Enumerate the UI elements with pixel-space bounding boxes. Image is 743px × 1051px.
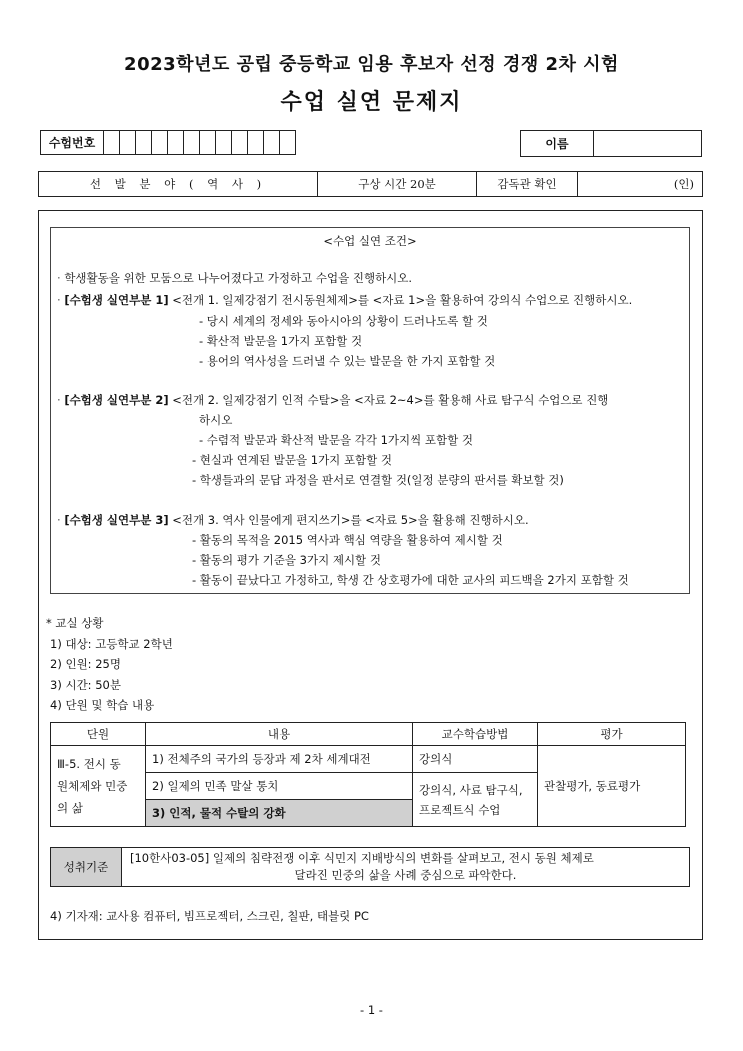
supervisor-seal[interactable]: (인): [673, 177, 694, 191]
part2-line: · [수험생 실연부분 2] <전개 2. 일제강점기 인적 수탈>을 <자료 2~4>를 활용해 사료 탐구식 수업으로 진행: [57, 393, 609, 407]
classroom-heading: * 교실 상황: [46, 616, 104, 630]
exam-number-cell[interactable]: [152, 130, 168, 155]
header-evaluation: 평가: [538, 723, 686, 746]
achievement-standard-box: [50, 847, 690, 887]
name-box: [520, 130, 702, 157]
exam-number-cell[interactable]: [280, 130, 296, 155]
classroom-target: 1) 대상: 고등학교 2학년: [50, 637, 173, 651]
method-cell: 강의식, 사료 탐구식, 프로젝트식 수업: [413, 773, 538, 827]
part3-label: [수험생 실연부분 3]: [64, 513, 169, 527]
classroom-time: 3) 시간: 50분: [50, 678, 121, 692]
exam-number-cell[interactable]: [104, 130, 120, 155]
exam-number-box: [40, 130, 296, 155]
selection-field: 선 발 분 야 ( 역 사 ): [39, 172, 318, 196]
part3-item: - 활동의 평가 기준을 3가지 제시할 것: [192, 553, 381, 567]
lesson-table: [50, 722, 686, 827]
document-title: 수업 실연 문제지: [280, 90, 463, 115]
exam-number-cell[interactable]: [216, 130, 232, 155]
content-cell-highlighted: 3) 인적, 물적 수탈의 강화: [146, 800, 413, 827]
part1-line: · [수험생 실연부분 1] <전개 1. 일제강점기 전시동원체제>를 <자료 1>을 활용하여 강의식 수업으로 진행하시오.: [57, 293, 633, 307]
part1-label: [수험생 실연부분 1]: [64, 293, 169, 307]
part2-item: - 현실과 연계된 발문을 1가지 포함할 것: [192, 453, 393, 467]
exam-number-label: 수험번호: [40, 130, 104, 155]
part1-text: <전개 1. 일제강점기 전시동원체제>를 <자료 1>을 활용하여 강의식 수업으로 진행하시오.: [172, 293, 633, 307]
table-row: [51, 746, 686, 773]
standard-label: 성취기준: [51, 848, 122, 886]
header-content: 내용: [146, 723, 413, 746]
exam-number-cell[interactable]: [136, 130, 152, 155]
exam-number-cell[interactable]: [232, 130, 248, 155]
table-header-row: [51, 723, 686, 746]
classroom-people: 2) 인원: 25명: [50, 657, 121, 671]
unit-heading: 4) 단원 및 학습 내용: [50, 698, 155, 712]
exam-number-cell[interactable]: [184, 130, 200, 155]
method-cell: 강의식: [413, 746, 538, 773]
exam-title: 2023학년도 공립 중등학교 임용 후보자 선정 경쟁 2차 시험: [124, 54, 619, 75]
part3-text: <전개 3. 역사 인물에게 편지쓰기>를 <자료 5>을 활용해 진행하시오.: [172, 513, 529, 527]
exam-number-cell[interactable]: [200, 130, 216, 155]
part2-item: - 수렴적 발문과 확산적 발문을 각각 1가지씩 포함할 것: [199, 433, 473, 447]
part2-text-cont: 하시오: [199, 413, 233, 427]
page-number: - 1 -: [360, 1003, 383, 1017]
conditions-intro: · 학생활동을 위한 모둠으로 나누어졌다고 가정하고 수업을 진행하시오.: [57, 271, 413, 285]
content-cell: 2) 일제의 민족 말살 통치: [146, 773, 413, 800]
part2-text: <전개 2. 일제강점기 인적 수탈>을 <자료 2~4>를 활용해 사료 탐구식 수업으로 진행: [172, 393, 609, 407]
supervisor-check-label: 감독관 확인: [477, 172, 578, 196]
header-method: 교수학습방법: [413, 723, 538, 746]
exam-number-cell[interactable]: [248, 130, 264, 155]
prep-time: 구상 시간 20분: [318, 172, 477, 196]
part1-item: - 당시 세계의 정세와 동아시아의 상황이 드러나도록 할 것: [199, 314, 488, 328]
info-row: [38, 171, 703, 197]
part1-item: - 용어의 역사성을 드러낼 수 있는 발문을 한 가지 포함할 것: [199, 354, 496, 368]
exam-number-cell[interactable]: [120, 130, 136, 155]
exam-number-cell[interactable]: [168, 130, 184, 155]
standard-text: [10한사03-05] 일제의 침략전쟁 이후 식민지 지배방식의 변화를 살펴보고, 전시 동원 체제로 달라진 민중의 삶을 사례 중심으로 파악한다.: [130, 851, 594, 882]
part3-line: · [수험생 실연부분 3] <전개 3. 역사 인물에게 편지쓰기>를 <자료 5>을 활용해 진행하시오.: [57, 513, 529, 527]
name-label: 이름: [520, 130, 594, 157]
part2-label: [수험생 실연부분 2]: [64, 393, 169, 407]
exam-number-cell[interactable]: [264, 130, 280, 155]
name-field[interactable]: [594, 130, 702, 157]
part3-item: - 활동의 목적을 2015 역사과 핵심 역량을 활용하여 제시할 것: [192, 533, 503, 547]
evaluation-cell: 관찰평가, 동료평가: [538, 746, 686, 827]
conditions-title: <수업 실연 조건>: [323, 234, 417, 248]
header-unit: 단원: [51, 723, 146, 746]
part2-item: - 학생들과의 문답 과정을 판서로 연결할 것(일정 분량의 판서를 확보할 것): [192, 473, 564, 487]
equipment: 4) 기자재: 교사용 컴퓨터, 빔프로젝터, 스크린, 칠판, 태블릿 PC: [50, 909, 369, 923]
part3-item: - 활동이 끝났다고 가정하고, 학생 간 상호평가에 대한 교사의 피드백을 2가지 포함할 것: [192, 573, 629, 587]
unit-cell: Ⅲ-5. 전시 동 원체제와 민중 의 삶: [51, 746, 146, 827]
part1-item: - 확산적 발문을 1가지 포함할 것: [199, 334, 363, 348]
content-cell: 1) 전체주의 국가의 등장과 제 2차 세계대전: [146, 746, 413, 773]
